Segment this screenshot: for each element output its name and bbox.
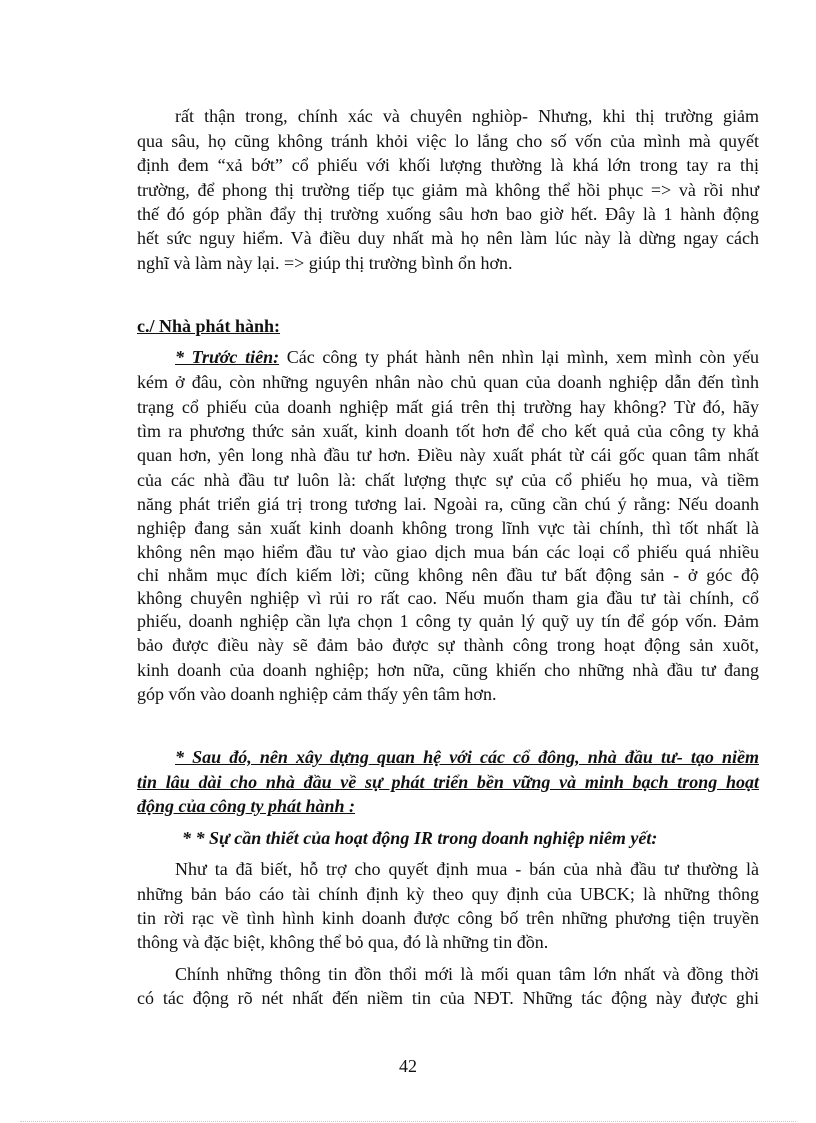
paragraph2-line: kinh doanh của doanh nghiệp; hơn nữa, cũng khiến cho những nhà đầu tư đang	[137, 660, 759, 680]
paragraph2-line: của các nhà đầu tư luôn là: chất lượng thực sự của cổ phiếu họ mua, và tiềm	[137, 470, 759, 490]
paragraph2-line: nghiệp đang sản xuất kinh doanh không trong lĩnh vực tài chính, thì tốt nhất là	[137, 518, 759, 538]
first-text: Các công ty phát hành nên nhìn lại mình, xem mình còn yếu	[286, 347, 759, 367]
paragraph2-line: góp vốn vào doanh nghiệp cảm thấy yên tâm hơn.	[137, 684, 497, 704]
paragraph2-line: tìm ra phương thức sản xuất, kinh doanh tốt hơn để cho kết quả của công ty khả	[137, 421, 759, 441]
second-heading-line: * Sau đó, nên xây dựng quan hệ với các cổ đông, nhà đầu tư- tạo niềm	[175, 747, 759, 767]
page-bottom-divider	[20, 1121, 796, 1122]
paragraph4-line: Chính những thông tin đồn thổi mới là mối quan tâm lớn nhất và đồng thời	[175, 964, 759, 984]
paragraph1-line: hết sức nguy hiểm. Và điều duy nhất mà họ nên làm lúc này là dừng ngay cách	[137, 228, 759, 248]
first-label: * Trước tiên:	[175, 347, 280, 367]
second-heading-line: động của công ty phát hành :	[137, 796, 356, 816]
second-heading-line: tin lâu dài cho nhà đầu về sự phát triển bền vững và minh bạch trong hoạt	[137, 772, 759, 792]
paragraph2-line: kém ở đâu, còn những nguyên nhân nào chủ quan của doanh nghiệp dẫn đến tình	[137, 372, 759, 392]
paragraph1-line: qua sâu, họ cũng không tránh khỏi việc lo lắng cho số vốn của mình mà quyết	[137, 131, 759, 151]
paragraph2-line: chỉ nhằm mục đích kiếm lời; cũng không nên đầu tư bất động sản - ở góc độ	[137, 565, 759, 585]
paragraph2-line: quan hơn, yên long nhà đầu tư hơn. Điều này xuất phát từ cái gốc quan tâm nhất	[137, 445, 759, 465]
paragraph1-line: rất thận trong, chính xác và chuyên nghiòp- Nhưng, khi thị trường giảm	[175, 106, 759, 126]
paragraph3-line: Như ta đã biết, hỗ trợ cho quyết định mua - bán của nhà đầu tư thường là	[175, 859, 759, 879]
paragraph2-line: trạng cổ phiếu của doanh nghiệp mất giá trên thị trường hay không? Từ đó, hãy	[137, 397, 759, 417]
paragraph1-line: thế đó góp phần đẩy thị trường xuống sâu hơn bao giờ hết. Đây là 1 hành động	[137, 204, 759, 224]
paragraph3-line: thông và đặc biệt, không thể bỏ qua, đó là những tin đồn.	[137, 932, 549, 952]
paragraph2-line: phiếu, doanh nghiệp cần lựa chọn 1 công ty quản lý quỹ uy tín để góp vốn. Đảm	[137, 611, 759, 631]
paragraph1-line: trường, để phong thị trường tiếp tục giảm mà không thể hồi phục => và rồi như	[137, 180, 759, 200]
paragraph2-first-line	[175, 345, 759, 369]
paragraph2-line: bảo được điều này sẽ đảm bảo được sự thành công trong hoạt động sản xuõt,	[137, 635, 759, 655]
paragraph2-line: không chuyên nghiệp vì rủi ro rất cao. Nếu muốn tham gia đầu tư tài chính, cổ	[137, 588, 759, 608]
subheading: * * Sự cần thiết của hoạt động IR trong doanh nghiệp niêm yết:	[182, 828, 658, 848]
paragraph3-line: những bản báo cáo tài chính định kỳ theo quy định của UBCK; là những thông	[137, 884, 759, 904]
paragraph1-line: định đem “xả bớt” cổ phiếu với khối lượng thường là khá lớn trong tay ra thị	[137, 155, 759, 175]
paragraph1-line: nghĩ và làm này lại. => giúp thị trường bình ổn hơn.	[137, 253, 513, 273]
page-number: 42	[399, 1056, 417, 1076]
paragraph2-line: không nên mạo hiểm đầu tư vào giao dịch mua bán các loại cổ phiếu quá nhiều	[137, 542, 759, 562]
section-heading: c./ Nhà phát hành:	[137, 316, 281, 336]
paragraph4-line: có tác động rõ nét nhất đến niềm tin của NĐT. Những tác động này được ghi	[137, 988, 759, 1008]
paragraph2-line: năng phát triển giá trị trong tương lai. Ngoài ra, cũng cần chú ý rằng: Nếu doanh	[137, 494, 759, 514]
paragraph3-line: tin rời rạc về tình hình kinh doanh được công bố trên những phương tiện truyền	[137, 908, 759, 928]
